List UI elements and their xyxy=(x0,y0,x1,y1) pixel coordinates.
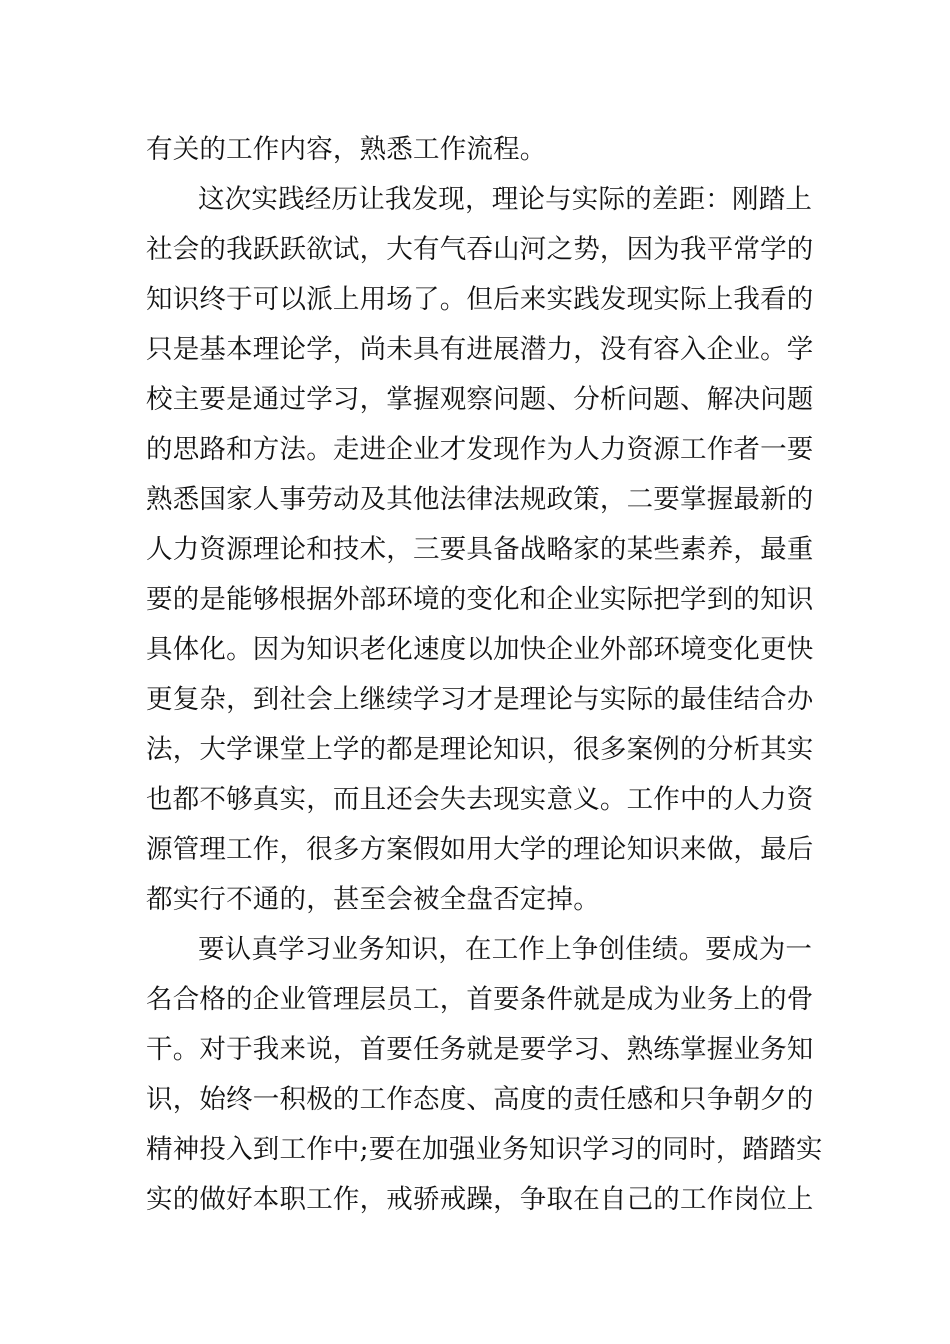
text-line: 校主要是通过学习，掌握观察问题、分析问题、解决问题 xyxy=(146,384,814,415)
text-line: 的思路和方法。走进企业才发现作为人力资源工作者一要 xyxy=(146,434,814,465)
text-line: 都实行不通的，甚至会被全盘否定掉。 xyxy=(146,884,600,915)
text-line: 识，始终一积极的工作态度、高度的责任感和只争朝夕的 xyxy=(146,1084,814,1115)
paragraph-start-line: 这次实践经历让我发现，理论与实际的差距：刚踏上 xyxy=(198,184,813,215)
text-line: 熟悉国家人事劳动及其他法律法规政策，二要掌握最新的 xyxy=(146,484,814,515)
text-line: 人力资源理论和技术，三要具备战略家的某些素养，最重 xyxy=(146,534,814,565)
text-line: 只是基本理论学，尚未具有进展潜力，没有容入企业。学 xyxy=(146,334,814,365)
text-line: 实的做好本职工作，戒骄戒躁，争取在自己的工作岗位上 xyxy=(146,1184,814,1215)
text-line: 干。对于我来说，首要任务就是要学习、熟练掌握业务知 xyxy=(146,1034,814,1065)
text-line: 名合格的企业管理层员工，首要条件就是成为业务上的骨 xyxy=(146,984,814,1015)
text-line: 也都不够真实，而且还会失去现实意义。工作中的人力资 xyxy=(146,784,814,815)
paragraph-start-line: 要认真学习业务知识，在工作上争创佳绩。要成为一 xyxy=(198,934,813,965)
text-line: 具体化。因为知识老化速度以加快企业外部环境变化更快 xyxy=(146,634,814,665)
text-line: 社会的我跃跃欲试，大有气吞山河之势，因为我平常学的 xyxy=(146,234,814,265)
text-line: 要的是能够根据外部环境的变化和企业实际把学到的知识 xyxy=(146,584,814,615)
text-line: 有关的工作内容，熟悉工作流程。 xyxy=(146,134,547,165)
text-line: 更复杂，到社会上继续学习才是理论与实际的最佳结合办 xyxy=(146,684,814,715)
text-line: 知识终于可以派上用场了。但后来实践发现实际上我看的 xyxy=(146,284,814,315)
text-line: 源管理工作，很多方案假如用大学的理论知识来做，最后 xyxy=(146,834,814,865)
text-line: 法，大学课堂上学的都是理论知识，很多案例的分析其实 xyxy=(146,734,814,765)
text-line: 精神投入到工作中;要在加强业务知识学习的同时，踏踏实 xyxy=(146,1134,823,1165)
